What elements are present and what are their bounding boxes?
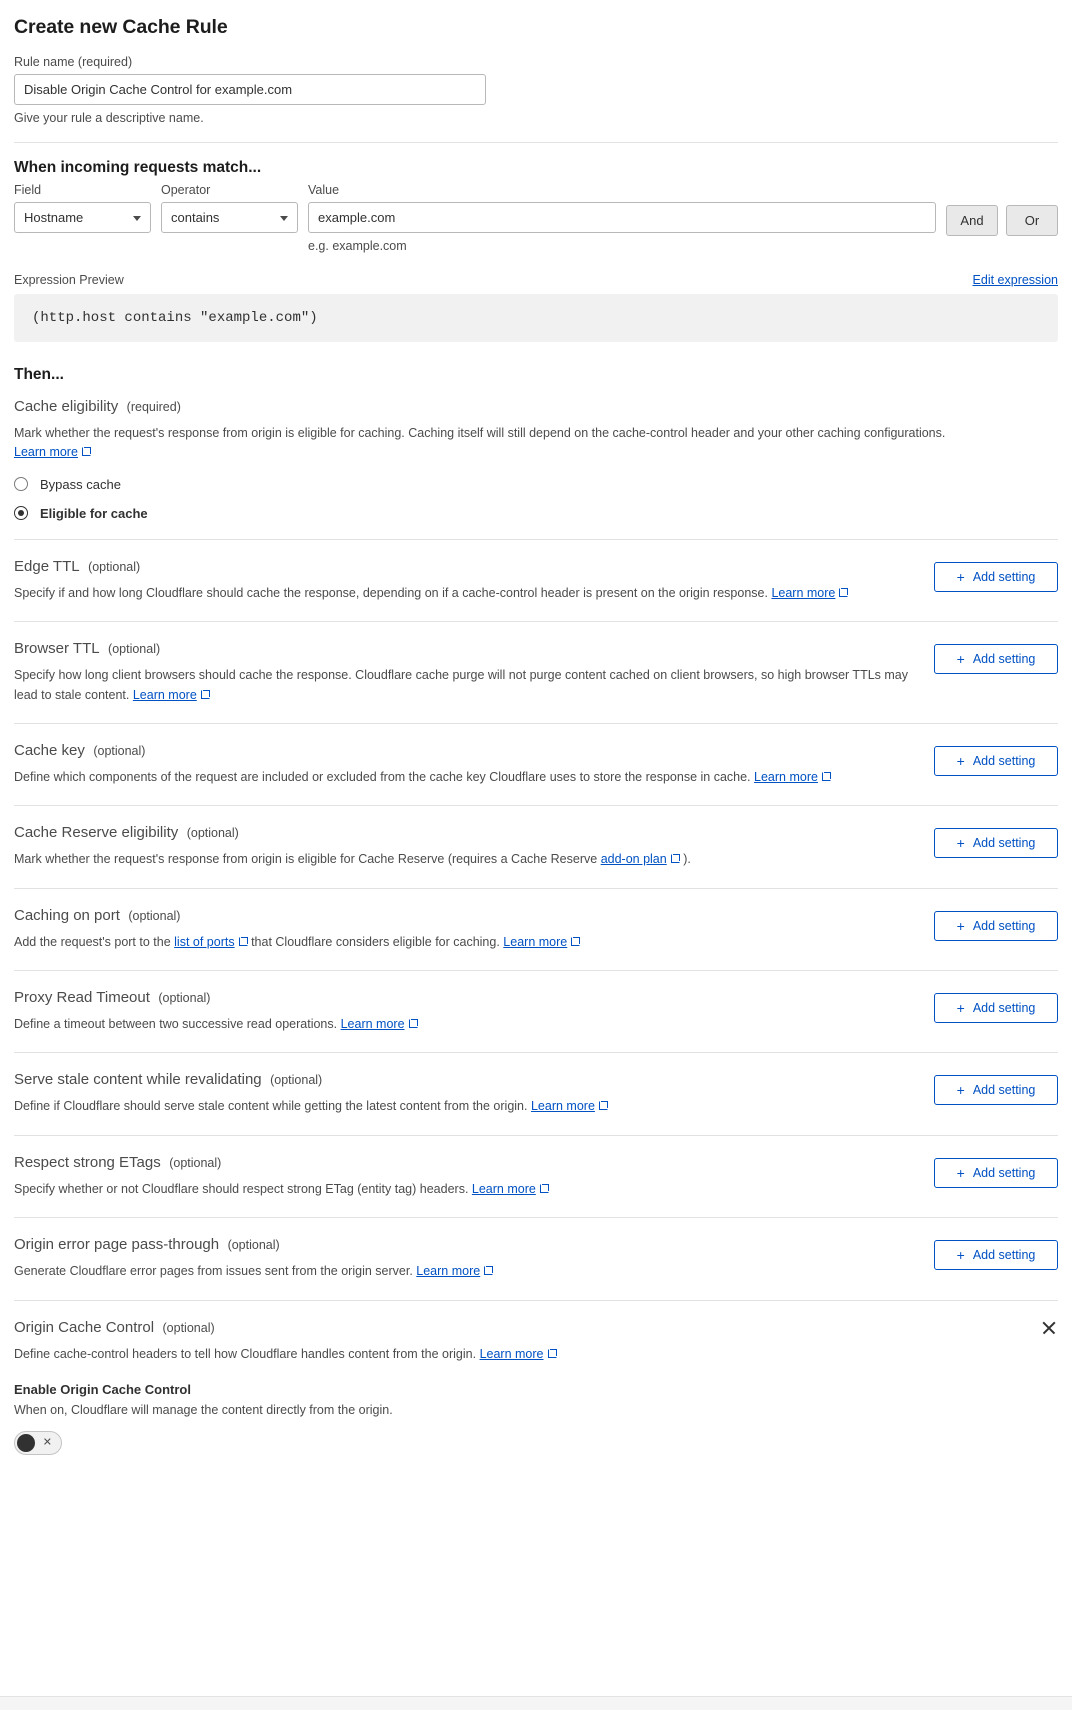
chevron-down-icon [133,216,141,221]
match-heading: When incoming requests match... [14,159,262,176]
add-setting-label: Add setting [972,836,1036,851]
setting-serve-stale-desc-text: Define if Cloudflare should serve stale content while getting the latest content from the origin. [14,1099,528,1114]
setting-respect-strong-etags-optional: (optional) [169,1155,222,1170]
add-setting-label: Add setting [972,1165,1036,1180]
add-setting-label: Add setting [972,1248,1036,1263]
setting-proxy-read-timeout-title: Proxy Read Timeout [14,989,150,1006]
operator-label: Operator [161,183,211,197]
radio-eligible-for-cache[interactable] [14,506,1058,521]
add-setting-label: Add setting [972,1001,1036,1015]
external-link-icon [484,1266,493,1275]
cache-eligibility-required-tag: (required) [126,400,181,414]
add-setting-button-respect-strong-etags[interactable] [934,1158,1058,1188]
cache-eligibility-title: Cache eligibility [14,398,119,415]
setting-edge-ttl-left [14,558,914,603]
setting-cache-reserve [14,806,1058,869]
plus-icon: + [956,917,965,934]
setting-origin-error-page-left [14,1236,914,1281]
add-setting-button-edge-ttl[interactable] [934,562,1058,592]
external-link-icon [239,937,248,946]
setting-serve-stale-learn-more-link[interactable]: Learn more [530,1099,595,1114]
match-row [14,183,1058,253]
external-link-icon [822,772,831,781]
external-link-icon [839,588,848,597]
operator-select-value: contains [171,210,220,225]
plus-icon: + [956,835,965,852]
plus-icon: + [956,1247,965,1264]
page-title: Create new Cache Rule [14,16,228,38]
setting-caching-on-port-desc-mid: that Cloudflare considers eligible for caching. [251,934,500,949]
close-icon[interactable] [1040,1319,1058,1337]
setting-browser-ttl [14,622,1058,705]
setting-cache-reserve-desc-after: ). [683,852,691,867]
external-link-icon [599,1101,608,1110]
setting-caching-on-port-desc-text: Add the request's port to the [14,934,171,949]
external-link-icon [548,1349,557,1358]
setting-browser-ttl-desc [14,666,914,705]
setting-respect-strong-etags-desc [14,1180,914,1199]
setting-serve-stale-optional: (optional) [270,1073,323,1088]
or-button[interactable]: Or [1006,205,1058,236]
and-button[interactable]: And [946,205,998,236]
setting-origin-error-page-optional: (optional) [227,1238,280,1253]
add-setting-button-cache-key[interactable] [934,746,1058,776]
setting-cache-reserve-addon-plan-link[interactable]: add-on plan [600,852,667,867]
setting-caching-on-port [14,889,1058,952]
chevron-down-icon [280,216,288,221]
enable-origin-cache-control-toggle[interactable] [14,1431,62,1455]
logic-buttons [946,183,1058,236]
plus-icon: + [956,1164,965,1181]
setting-proxy-read-timeout-left [14,989,914,1034]
setting-cache-key-learn-more-link[interactable]: Learn more [754,769,818,784]
setting-origin-error-page-desc [14,1262,914,1281]
setting-cache-key-title: Cache key [14,741,85,759]
setting-origin-error-page-passthrough [14,1218,1058,1281]
add-setting-button-cache-reserve[interactable] [934,828,1058,858]
setting-origin-cache-control [14,1301,1058,1455]
radio-label-bypass: Bypass cache [40,476,121,492]
setting-cache-reserve-left [14,824,914,869]
operator-select[interactable] [161,202,298,233]
setting-browser-ttl-desc-text: Specify how long client browsers should cache the response. Cloudflare cache purge will not purge content cached on client browsers, so high browser TTLs may lead to stale content. [14,668,908,702]
operator-column [161,183,298,233]
add-setting-label: Add setting [972,569,1036,584]
setting-caching-on-port-list-of-ports-link[interactable]: list of ports [174,934,235,949]
value-hint: e.g. example.com [308,239,407,253]
setting-serve-stale-title: Serve stale content while revalidating [14,1071,262,1089]
create-cache-rule-page [0,8,1072,1455]
radio-label-eligible: Eligible for cache [40,505,148,521]
expression-preview-box: (http.host contains "example.com") [14,294,1058,342]
setting-proxy-read-timeout-optional: (optional) [158,991,211,1005]
setting-cache-key-optional: (optional) [93,743,146,758]
radio-bypass-cache[interactable] [14,477,1058,492]
radio-icon [14,477,28,491]
origin-cache-control-title: Origin Cache Control [14,1318,155,1336]
origin-cache-control-learn-more-link[interactable]: Learn more [479,1346,544,1361]
cache-eligibility-learn-more-link[interactable]: Learn more [14,445,78,460]
cache-eligibility-desc [14,424,954,463]
field-select-value: Hostname [24,210,84,225]
setting-respect-strong-etags-left [14,1154,914,1199]
add-setting-button-browser-ttl[interactable] [934,644,1058,674]
external-link-icon [671,854,680,863]
setting-respect-strong-etags-desc-text: Specify whether or not Cloudflare should respect strong ETag (entity tag) headers. [14,1181,469,1196]
origin-cache-control-optional: (optional) [162,1320,215,1335]
setting-respect-strong-etags-learn-more-link[interactable]: Learn more [471,1181,536,1196]
plus-icon: + [956,1000,965,1016]
setting-proxy-read-timeout-desc [14,1015,914,1034]
external-link-icon [409,1019,418,1028]
setting-edge-ttl-learn-more-link[interactable]: Learn more [771,585,836,600]
origin-cache-control-desc-text: Define cache-control headers to tell how Cloudflare handles content from the origin. [14,1346,477,1361]
add-setting-button-proxy-read-timeout[interactable] [934,993,1058,1023]
plus-icon: + [956,651,965,668]
field-column [14,183,151,233]
setting-caching-on-port-learn-more-link[interactable]: Learn more [503,934,568,949]
value-column [308,183,936,253]
setting-cache-key-desc-text: Define which components of the request are included or excluded from the cache key Cloudflare uses to store the response in cache. [14,769,751,784]
setting-edge-ttl-title: Edge TTL [14,557,80,575]
external-link-icon [201,690,210,699]
value-label: Value [308,183,340,197]
cache-eligibility-desc-text: Mark whether the request's response from origin is eligible for caching. Caching itself will still depend on the cache-control header and your other caching configurations. [14,426,946,440]
setting-caching-on-port-optional: (optional) [128,908,181,923]
edit-expression-link[interactable]: Edit expression [972,273,1058,287]
setting-origin-error-page-desc-text: Generate Cloudflare error pages from issues sent from the origin server. [14,1264,413,1279]
setting-proxy-read-timeout [14,971,1058,1034]
setting-edge-ttl [14,540,1058,603]
setting-caching-on-port-desc [14,933,914,952]
setting-edge-ttl-desc-text: Specify if and how long Cloudflare should cache the response, depending on if a cache-control header is present on the origin response. [14,585,768,600]
setting-browser-ttl-title: Browser TTL [14,640,100,658]
add-setting-button-caching-on-port[interactable] [934,911,1058,941]
plus-icon: + [956,568,965,585]
then-heading: Then... [14,366,64,383]
expression-preview-label: Expression Preview [14,273,124,287]
setting-serve-stale-left [14,1071,914,1116]
external-link-icon [82,447,91,456]
add-setting-button-origin-error-page[interactable] [934,1240,1058,1270]
setting-browser-ttl-optional: (optional) [108,642,161,657]
setting-browser-ttl-left [14,640,914,705]
setting-caching-on-port-title: Caching on port [14,906,120,924]
setting-browser-ttl-learn-more-link[interactable]: Learn more [132,687,197,702]
radio-selected-icon [14,506,28,520]
rule-name-help: Give your rule a descriptive name. [14,111,204,125]
add-setting-label: Add setting [972,1083,1036,1098]
setting-cache-reserve-desc [14,850,914,869]
enable-origin-cache-control-label: Enable Origin Cache Control [14,1381,191,1397]
setting-proxy-read-timeout-desc-text: Define a timeout between two successive read operations. [14,1017,338,1031]
setting-serve-stale-desc [14,1097,914,1116]
setting-cache-key-left [14,742,914,787]
external-link-icon [540,1184,549,1193]
toggle-knob [17,1434,35,1452]
add-setting-label: Add setting [972,753,1036,768]
value-input[interactable] [308,202,936,233]
setting-serve-stale [14,1053,1058,1116]
setting-cache-reserve-optional: (optional) [186,826,239,841]
setting-edge-ttl-optional: (optional) [88,559,141,574]
enable-origin-cache-control-desc: When on, Cloudflare will manage the content directly from the origin. [14,1402,393,1417]
plus-icon: + [956,752,965,769]
expression-header [14,273,1058,287]
rule-name-input[interactable] [14,74,486,105]
setting-origin-error-page-title: Origin error page pass-through [14,1236,220,1254]
add-setting-button-serve-stale[interactable] [934,1075,1058,1105]
add-setting-label: Add setting [972,918,1036,933]
setting-cache-key-desc [14,768,914,787]
plus-icon: + [956,1082,965,1099]
cache-eligibility-section [14,384,1058,521]
external-link-icon [571,937,580,946]
setting-cache-key [14,724,1058,787]
origin-cache-control-desc [14,1345,954,1364]
field-label: Field [14,183,42,197]
footer-bar [0,1696,1072,1710]
rule-name-label: Rule name (required) [14,55,133,69]
setting-caching-on-port-left [14,907,914,952]
add-setting-label: Add setting [972,652,1036,667]
setting-cache-reserve-desc-text: Mark whether the request's response from origin is eligible for Cache Reserve (requires a Cache Reserve [14,852,598,867]
setting-respect-strong-etags [14,1136,1058,1199]
toggle-off-icon: ✕ [42,1436,52,1449]
setting-proxy-read-timeout-learn-more-link[interactable]: Learn more [340,1017,405,1031]
setting-respect-strong-etags-title: Respect strong ETags [14,1153,161,1171]
divider-top [14,142,1058,143]
setting-origin-error-page-learn-more-link[interactable]: Learn more [416,1264,481,1279]
setting-cache-reserve-title: Cache Reserve eligibility [14,824,179,842]
setting-edge-ttl-desc [14,584,914,603]
field-select[interactable] [14,202,151,233]
